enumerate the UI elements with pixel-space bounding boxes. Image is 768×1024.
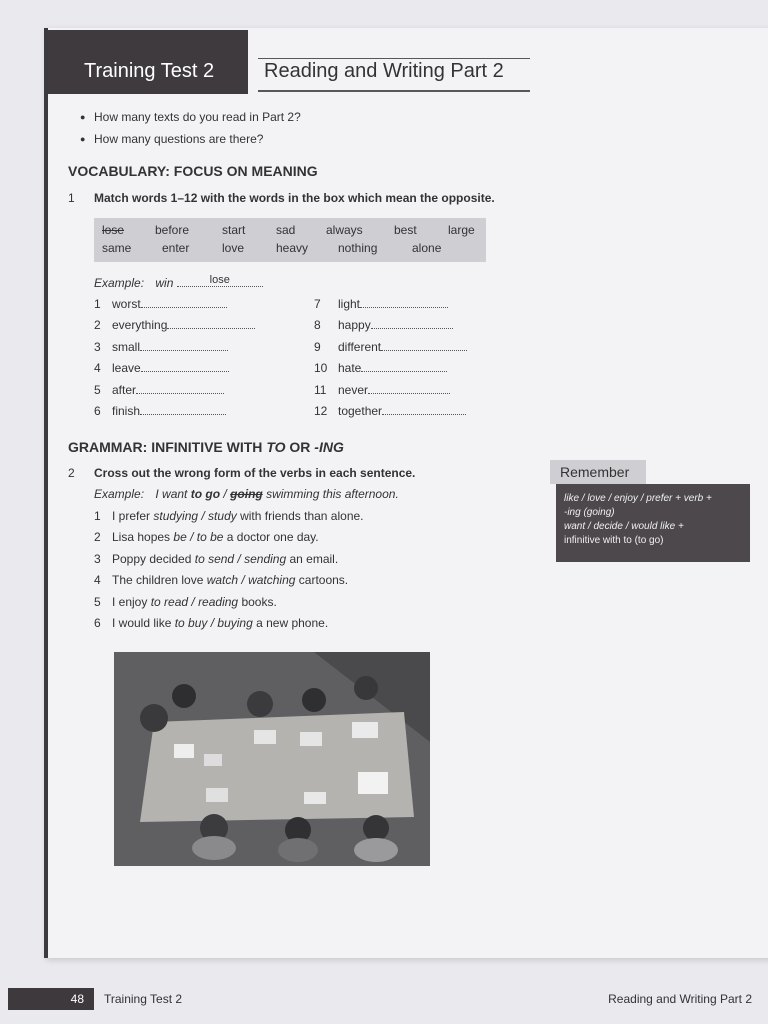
grammar-item: 2 Lisa hopes be / to be a doctor one day. (94, 530, 319, 544)
bullet-question-2: ● How many questions are there? (80, 132, 263, 146)
grammar-q-number: 2 (68, 466, 75, 480)
answer-blank[interactable] (136, 385, 224, 394)
box-word: always (326, 223, 363, 237)
verb-choice[interactable]: to buy / buying (174, 616, 253, 630)
remember-box: like / love / enjoy / prefer + verb + -ing (going) want / decide / would like + infinitive with to (to go) (556, 484, 750, 562)
header-title-left: Training Test 2 (84, 60, 215, 82)
vocab-item: 1 worst (94, 297, 227, 311)
answer-blank[interactable] (371, 320, 453, 329)
footer-right: Reading and Writing Part 2 (608, 992, 752, 1006)
box-word: enter (162, 241, 190, 255)
grammar-heading: GRAMMAR: INFINITIVE WITH TO OR -ING (68, 439, 344, 455)
answer-blank[interactable] (140, 342, 228, 351)
vocab-example: Example: win lose (94, 276, 263, 291)
page-number: 48 (8, 988, 94, 1010)
answer-blank[interactable] (361, 363, 447, 372)
remember-title: Remember (550, 460, 646, 484)
box-word: lose (102, 223, 125, 237)
box-word: sad (276, 223, 296, 237)
grammar-item: 5 I enjoy to read / reading books. (94, 595, 277, 609)
grammar-item: 4 The children love watch / watching cartoons. (94, 573, 349, 587)
box-word: nothing (338, 241, 378, 255)
box-word: start (222, 223, 246, 237)
verb-choice[interactable]: studying / study (153, 509, 237, 523)
vocab-item: 8 happy (314, 318, 453, 332)
vocab-item: 3 small (94, 340, 228, 354)
box-word: best (394, 223, 417, 237)
verb-choice[interactable]: watch / watching (206, 573, 296, 587)
grammar-item: 6 I would like to buy / buying a new phone. (94, 616, 329, 630)
footer-left: Training Test 2 (104, 992, 183, 1006)
vocab-item: 2 everything (94, 318, 255, 332)
vocab-item: 4 leave (94, 361, 229, 375)
vocab-q-number: 1 (68, 191, 75, 205)
box-word: large (448, 223, 475, 237)
verb-choice[interactable]: be / to be (173, 530, 224, 544)
grammar-item: 3 Poppy decided to send / sending an email. (94, 552, 339, 566)
vocab-item: 9 different (314, 340, 467, 354)
answer-blank[interactable] (382, 406, 466, 415)
answer-blank[interactable] (141, 299, 227, 308)
vocab-item: 10 hate (314, 361, 447, 375)
vocab-item: 7 light (314, 297, 448, 311)
box-word: alone (412, 241, 442, 255)
verb-choice[interactable]: to send / sending (194, 552, 287, 566)
bullet-question-1: ● How many texts do you read in Part 2? (80, 110, 301, 124)
box-word: same (102, 241, 132, 255)
grammar-example: Example: I want to go / going swimming this afternoon. (94, 487, 399, 501)
header-title-right: Reading and Writing Part 2 (264, 60, 504, 82)
photo-illustration (114, 652, 430, 866)
header-rule (258, 90, 530, 92)
box-word: heavy (276, 241, 309, 255)
vocab-item: 6 finish (94, 404, 226, 418)
vocab-item: 12 together (314, 404, 466, 418)
answer-blank[interactable] (360, 299, 448, 308)
classroom-photo (114, 652, 430, 866)
vocab-heading: VOCABULARY: FOCUS ON MEANING (68, 163, 318, 179)
example-answer: lose (177, 274, 263, 287)
answer-blank[interactable] (167, 320, 255, 329)
header-top-rule (258, 58, 530, 59)
vocab-instruction: Match words 1–12 with the words in the box which mean the opposite. (94, 191, 495, 205)
grammar-instruction: Cross out the wrong form of the verbs in each sentence. (94, 466, 416, 480)
vocab-item: 11 never (314, 383, 450, 397)
box-word: before (155, 223, 190, 237)
answer-blank[interactable] (381, 342, 467, 351)
verb-choice[interactable]: to read / reading (150, 595, 239, 609)
vocab-item: 5 after (94, 383, 224, 397)
box-word: love (222, 241, 245, 255)
answer-blank[interactable] (140, 406, 226, 415)
grammar-item: 1 I prefer studying / study with friends than alone. (94, 509, 364, 523)
answer-blank[interactable] (141, 363, 229, 372)
answer-blank[interactable] (368, 385, 450, 394)
